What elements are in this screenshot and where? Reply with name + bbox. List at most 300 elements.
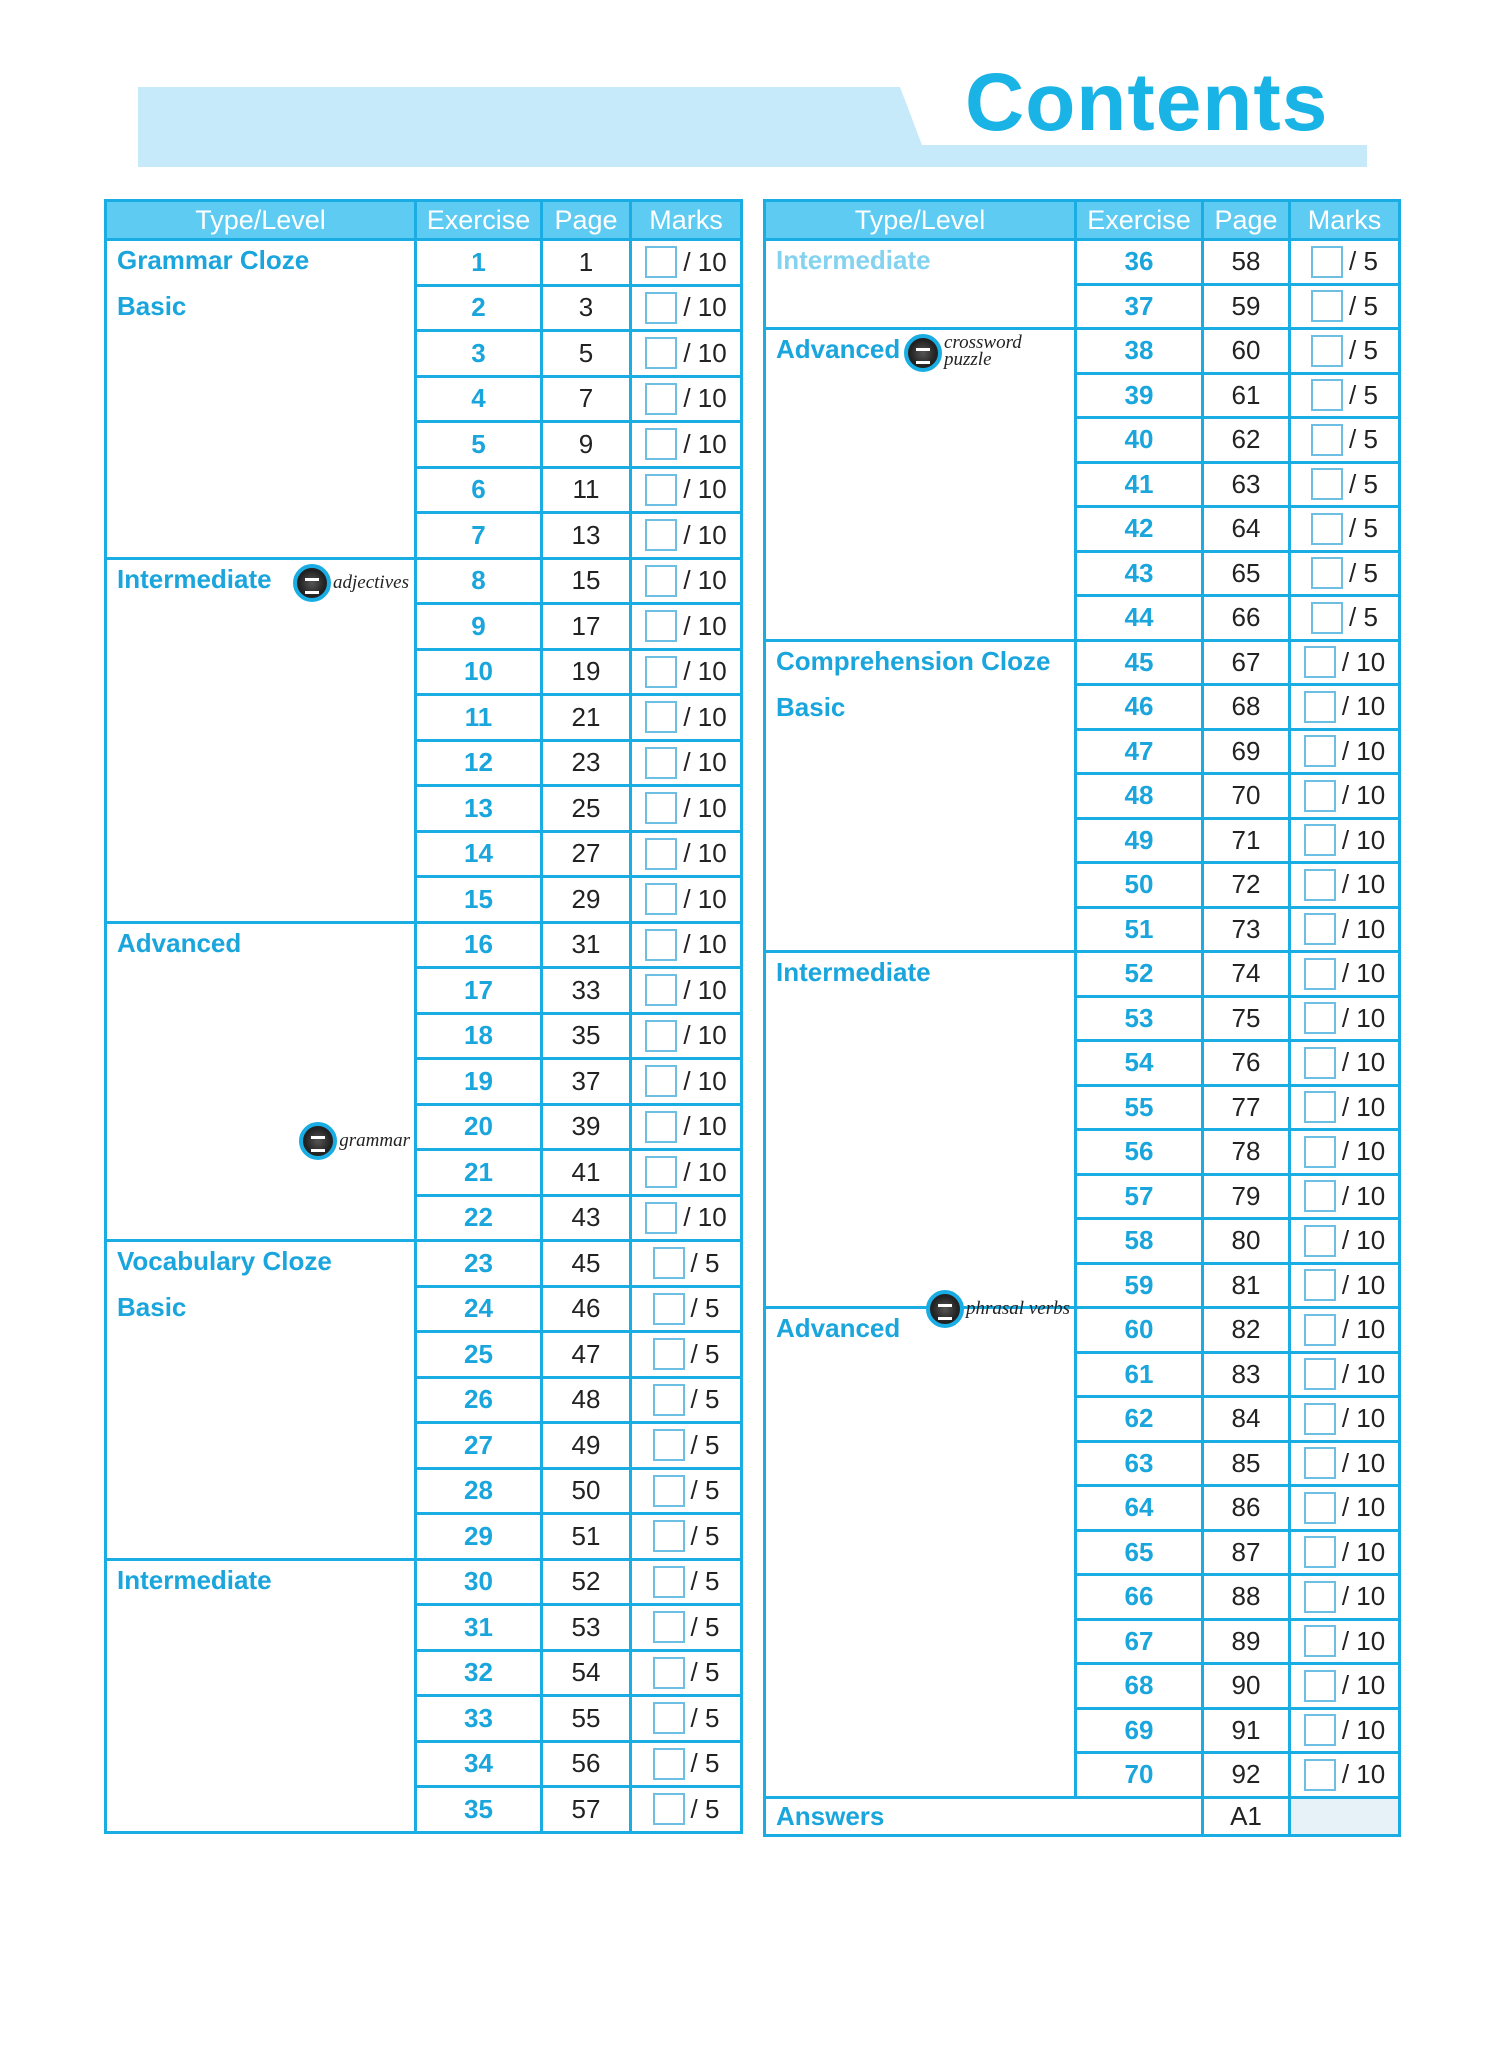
page-number: 57 (542, 1787, 631, 1833)
marks-total: / 10 (683, 656, 727, 687)
marks-total: / 10 (1341, 735, 1386, 766)
page-number: 53 (542, 1605, 631, 1651)
header-marks: Marks (631, 201, 742, 240)
page-number: 54 (542, 1650, 631, 1696)
exercise-number: 22 (416, 1195, 542, 1241)
marks-input-box[interactable] (653, 1247, 685, 1279)
marks-input-box[interactable] (1304, 1759, 1336, 1791)
marks-input-box[interactable] (653, 1475, 685, 1507)
marks-input-box[interactable] (653, 1611, 685, 1643)
marks-cell (631, 422, 742, 468)
marks-input-box[interactable] (653, 1384, 685, 1416)
page-number: 5 (542, 331, 631, 377)
marks-input-box[interactable] (1304, 1358, 1336, 1390)
page-number: 80 (1203, 1219, 1290, 1264)
marks-cell (1290, 729, 1400, 774)
page-number: 45 (542, 1241, 631, 1287)
marks-total: / 5 (1349, 557, 1378, 588)
marks (632, 1611, 740, 1643)
marks-input-box[interactable] (1304, 1002, 1336, 1034)
exercise-number: 18 (416, 1013, 542, 1059)
page-number: 67 (1203, 640, 1290, 685)
marks (1291, 780, 1398, 812)
marks (632, 1520, 740, 1552)
marks-cell (631, 1741, 742, 1787)
marks-cell (1290, 1041, 1400, 1086)
page-number: 83 (1203, 1352, 1290, 1397)
page-number: 60 (1203, 329, 1290, 374)
marks-cell (631, 649, 742, 695)
marks-cell (631, 968, 742, 1014)
marks-input-box[interactable] (1311, 246, 1343, 278)
marks-total: / 10 (683, 292, 727, 323)
marks-cell (631, 1104, 742, 1150)
marks-total: / 10 (683, 474, 727, 505)
marks-cell (1290, 952, 1400, 997)
exercise-number: 24 (416, 1286, 542, 1332)
marks-total: / 10 (683, 1065, 727, 1096)
marks-input-box[interactable] (1304, 869, 1336, 901)
page-number: 7 (542, 376, 631, 422)
marks (1291, 1180, 1398, 1212)
exercise-number: 38 (1076, 329, 1203, 374)
marks (1291, 424, 1398, 456)
marks-total: / 5 (690, 1475, 720, 1506)
exercise-number: 39 (1076, 373, 1203, 418)
marks-input-box[interactable] (1304, 1447, 1336, 1479)
marks-cell (631, 1787, 742, 1833)
page-number: 9 (542, 422, 631, 468)
marks-total: / 10 (1341, 1581, 1386, 1612)
type-level-label: Basic (117, 1292, 187, 1322)
marks-cell (631, 1423, 742, 1469)
type-level-cell (106, 240, 416, 559)
marks-total: / 10 (683, 701, 727, 732)
marks-cell (631, 1059, 742, 1105)
marks-total: / 10 (683, 1111, 727, 1142)
marks-input-box[interactable] (645, 292, 677, 324)
marks-total: / 10 (683, 1020, 727, 1051)
exercise-number: 4 (416, 376, 542, 422)
marks-cell (631, 1514, 742, 1560)
marks-input-box[interactable] (653, 1702, 685, 1734)
marks (1291, 379, 1398, 411)
exercise-number: 23 (416, 1241, 542, 1287)
page-number: 19 (542, 649, 631, 695)
exercise-number: 44 (1076, 596, 1203, 641)
exercise-number: 49 (1076, 818, 1203, 863)
exercise-number: 26 (416, 1377, 542, 1423)
marks-input-box[interactable] (1311, 335, 1343, 367)
marks (1291, 1358, 1398, 1390)
marks-total: / 10 (683, 883, 727, 914)
marks (632, 1156, 740, 1188)
marks-cell (1290, 507, 1400, 552)
topic-note (293, 564, 409, 602)
table-row (106, 1241, 742, 1287)
marks (632, 1429, 740, 1461)
page-number: 1 (542, 240, 631, 286)
marks-cell (631, 1605, 742, 1651)
marks-total: / 10 (1341, 691, 1386, 722)
table-row (106, 558, 742, 604)
marks-total: / 10 (1341, 1759, 1386, 1790)
exercise-number: 34 (416, 1741, 542, 1787)
marks-input-box[interactable] (645, 1020, 677, 1052)
marks-input-box[interactable] (645, 428, 677, 460)
marks (1291, 735, 1398, 767)
marks-cell (1290, 774, 1400, 819)
exercise-number: 29 (416, 1514, 542, 1560)
topic-icon (299, 1122, 337, 1160)
marks-input-box[interactable] (1311, 468, 1343, 500)
marks-total: / 10 (1341, 1002, 1386, 1033)
type-level-label: Comprehension Cloze (776, 645, 1051, 676)
exercise-number: 30 (416, 1559, 542, 1605)
marks-input-box[interactable] (653, 1566, 685, 1598)
marks (1291, 602, 1398, 634)
marks-cell (1290, 1708, 1400, 1753)
marks-input-box[interactable] (1304, 1625, 1336, 1657)
exercise-number: 70 (1076, 1753, 1203, 1798)
marks-input-box[interactable] (645, 1156, 677, 1188)
marks-input-box[interactable] (645, 883, 677, 915)
marks-input-box[interactable] (1304, 1670, 1336, 1702)
page-number: 85 (1203, 1441, 1290, 1486)
marks-cell (1290, 551, 1400, 596)
marks-input-box[interactable] (1304, 1536, 1336, 1568)
marks-total: / 10 (1341, 1536, 1386, 1567)
type-level-cell (765, 1308, 1076, 1798)
type-level-cell (106, 1559, 416, 1832)
marks-total: / 10 (1341, 1714, 1386, 1745)
page-number: 33 (542, 968, 631, 1014)
type-level-label: Intermediate (776, 245, 931, 275)
topic-note (904, 334, 1039, 372)
exercise-number: 43 (1076, 551, 1203, 596)
exercise-number: 48 (1076, 774, 1203, 819)
marks-input-box[interactable] (1304, 780, 1336, 812)
marks (1291, 1314, 1398, 1346)
type-level-label: Advanced (776, 1313, 901, 1343)
marks-input-box[interactable] (1311, 513, 1343, 545)
marks-total: / 10 (1341, 958, 1386, 989)
marks-input-box[interactable] (653, 1520, 685, 1552)
marks-input-box[interactable] (653, 1293, 685, 1325)
exercise-number: 46 (1076, 685, 1203, 730)
type-level-label: Intermediate (776, 957, 931, 987)
marks-cell (1290, 284, 1400, 329)
page-number: 35 (542, 1013, 631, 1059)
page-number: 81 (1203, 1263, 1290, 1308)
type-level-cell (106, 922, 416, 1241)
marks (632, 792, 740, 824)
type-level-label: Vocabulary Cloze (117, 1246, 332, 1276)
marks-cell (1290, 1530, 1400, 1575)
marks-total: / 5 (690, 1566, 720, 1597)
marks-input-box[interactable] (645, 519, 677, 551)
marks-total: / 10 (683, 1156, 727, 1187)
marks (1291, 1714, 1398, 1746)
page-number: 51 (542, 1514, 631, 1560)
marks-cell (1290, 818, 1400, 863)
marks-input-box[interactable] (1304, 958, 1336, 990)
marks-input-box[interactable] (645, 656, 677, 688)
marks-total: / 10 (683, 974, 727, 1005)
marks (632, 1247, 740, 1279)
marks-total: / 10 (683, 519, 727, 550)
exercise-number: 1 (416, 240, 542, 286)
exercise-number: 7 (416, 513, 542, 559)
marks-input-box[interactable] (1304, 1047, 1336, 1079)
page-number: 78 (1203, 1130, 1290, 1175)
marks-cell (631, 1195, 742, 1241)
marks-input-box[interactable] (645, 565, 677, 597)
marks-cell (1290, 1130, 1400, 1175)
marks-input-box[interactable] (1304, 1180, 1336, 1212)
marks-total: / 10 (683, 838, 727, 869)
page-number: 17 (542, 604, 631, 650)
marks-cell (1290, 996, 1400, 1041)
contents-table-right (763, 199, 1401, 1837)
page-number: 46 (542, 1286, 631, 1332)
exercise-number: 16 (416, 922, 542, 968)
marks (1291, 1625, 1398, 1657)
page-number: 49 (542, 1423, 631, 1469)
marks-input-box[interactable] (653, 1657, 685, 1689)
marks-input-box[interactable] (1304, 1581, 1336, 1613)
exercise-number: 64 (1076, 1486, 1203, 1531)
topic-note-text: grammar (339, 1130, 410, 1151)
header-marks: Marks (1290, 201, 1400, 240)
exercise-number: 55 (1076, 1085, 1203, 1130)
marks (632, 1748, 740, 1780)
exercise-number: 11 (416, 695, 542, 741)
marks-input-box[interactable] (645, 701, 677, 733)
marks-input-box[interactable] (653, 1429, 685, 1461)
marks-input-box[interactable] (645, 610, 677, 642)
table-row (765, 329, 1400, 374)
answers-page: A1 (1203, 1797, 1290, 1835)
page-number: 62 (1203, 418, 1290, 463)
marks (1291, 1403, 1398, 1435)
marks-input-box[interactable] (1311, 557, 1343, 589)
page-number: 91 (1203, 1708, 1290, 1753)
answers-label: Answers (776, 1800, 885, 1831)
marks-total: / 10 (1341, 1492, 1386, 1523)
marks-input-box[interactable] (1311, 424, 1343, 456)
exercise-number: 51 (1076, 907, 1203, 952)
marks-input-box[interactable] (645, 1111, 677, 1143)
marks-input-box[interactable] (645, 474, 677, 506)
marks-input-box[interactable] (1304, 913, 1336, 945)
page-number: 13 (542, 513, 631, 559)
table-row (765, 240, 1400, 285)
marks-cell (1290, 1486, 1400, 1531)
marks-cell (1290, 418, 1400, 463)
marks-cell (631, 1286, 742, 1332)
marks-total: / 10 (1341, 1047, 1386, 1078)
marks-cell (631, 786, 742, 832)
type-level-label: Basic (776, 691, 846, 722)
marks-input-box[interactable] (645, 1065, 677, 1097)
page-number: 25 (542, 786, 631, 832)
marks-total: / 5 (1349, 290, 1378, 321)
marks-input-box[interactable] (1311, 290, 1343, 322)
exercise-number: 42 (1076, 507, 1203, 552)
marks-total: / 10 (1341, 1269, 1386, 1300)
marks-input-box[interactable] (1304, 1492, 1336, 1524)
marks-cell (1290, 1263, 1400, 1308)
marks (632, 246, 740, 278)
exercise-number: 57 (1076, 1174, 1203, 1219)
header-page: Page (1203, 201, 1290, 240)
exercise-number: 54 (1076, 1041, 1203, 1086)
exercise-number: 17 (416, 968, 542, 1014)
marks (632, 337, 740, 369)
marks-cell (1290, 1664, 1400, 1709)
marks-total: / 5 (690, 1429, 720, 1460)
marks (632, 1702, 740, 1734)
marks (1291, 290, 1398, 322)
page-number: 39 (542, 1104, 631, 1150)
header-type-level: Type/Level (765, 201, 1076, 240)
page-number: 3 (542, 285, 631, 331)
page-number: 41 (542, 1150, 631, 1196)
marks-input-box[interactable] (1311, 379, 1343, 411)
marks-cell (1290, 329, 1400, 374)
marks-cell (1290, 240, 1400, 285)
marks (632, 428, 740, 460)
marks-input-box[interactable] (645, 974, 677, 1006)
page-number: 73 (1203, 907, 1290, 952)
exercise-number: 66 (1076, 1575, 1203, 1620)
marks-cell (1290, 1397, 1400, 1442)
marks (1291, 1759, 1398, 1791)
marks-input-box[interactable] (1304, 824, 1336, 856)
marks-cell (631, 922, 742, 968)
marks-input-box[interactable] (1304, 1269, 1336, 1301)
marks (632, 883, 740, 915)
page-number: 89 (1203, 1619, 1290, 1664)
marks-input-box[interactable] (645, 246, 677, 278)
marks-input-box[interactable] (645, 838, 677, 870)
marks-input-box[interactable] (1304, 1403, 1336, 1435)
table-row (765, 952, 1400, 997)
exercise-number: 62 (1076, 1397, 1203, 1442)
marks-input-box[interactable] (1304, 646, 1336, 678)
marks-input-box[interactable] (1304, 1091, 1336, 1123)
marks-cell (631, 877, 742, 923)
marks (632, 1657, 740, 1689)
marks-total: / 10 (683, 1202, 727, 1233)
marks (632, 1202, 740, 1234)
page-number: 37 (542, 1059, 631, 1105)
marks-input-box[interactable] (645, 929, 677, 961)
type-level-label: Intermediate (117, 1564, 272, 1595)
topic-icon (904, 334, 942, 372)
page-number: 90 (1203, 1664, 1290, 1709)
marks-input-box[interactable] (653, 1338, 685, 1370)
marks-total: / 10 (1341, 1670, 1386, 1701)
type-level-cell (765, 329, 1076, 641)
page-number: 69 (1203, 729, 1290, 774)
marks-input-box[interactable] (645, 337, 677, 369)
table-row (106, 922, 742, 968)
marks-input-box[interactable] (645, 1202, 677, 1234)
marks-cell (631, 695, 742, 741)
exercise-number: 63 (1076, 1441, 1203, 1486)
marks-input-box[interactable] (645, 383, 677, 415)
marks-total: / 5 (1349, 468, 1378, 499)
marks-cell (631, 1468, 742, 1514)
page-number: 23 (542, 740, 631, 786)
marks-total: / 10 (1341, 1625, 1386, 1656)
page-number: 72 (1203, 863, 1290, 908)
marks-input-box[interactable] (1304, 1714, 1336, 1746)
marks-total: / 10 (1341, 1403, 1386, 1434)
marks (1291, 513, 1398, 545)
marks-input-box[interactable] (1304, 735, 1336, 767)
page-number: 79 (1203, 1174, 1290, 1219)
marks-total: / 5 (690, 1793, 720, 1824)
marks-input-box[interactable] (645, 792, 677, 824)
marks (632, 292, 740, 324)
exercise-number: 31 (416, 1605, 542, 1651)
type-level-label: Intermediate (117, 563, 272, 594)
marks-input-box[interactable] (653, 1793, 685, 1825)
exercise-number: 47 (1076, 729, 1203, 774)
marks-input-box[interactable] (1304, 1314, 1336, 1346)
exercise-number: 9 (416, 604, 542, 650)
exercise-number: 35 (416, 1787, 542, 1833)
marks-total: / 5 (1349, 424, 1378, 455)
marks-cell (631, 1150, 742, 1196)
page-number: 48 (542, 1377, 631, 1423)
marks (632, 519, 740, 551)
marks (1291, 1091, 1398, 1123)
marks-cell (1290, 373, 1400, 418)
marks-total: / 10 (683, 610, 727, 641)
exercise-number: 52 (1076, 952, 1203, 997)
page-number: 56 (542, 1741, 631, 1787)
marks-input-box[interactable] (1304, 691, 1336, 723)
marks-input-box[interactable] (645, 747, 677, 779)
marks-input-box[interactable] (1311, 602, 1343, 634)
marks-total: / 10 (1341, 1447, 1386, 1478)
type-level-cell (765, 952, 1076, 1319)
exercise-number: 58 (1076, 1219, 1203, 1264)
marks-cell (1290, 1575, 1400, 1620)
marks-total: / 5 (1349, 379, 1378, 410)
marks-total: / 5 (690, 1748, 720, 1779)
marks-total: / 5 (690, 1247, 720, 1278)
marks-total: / 5 (1349, 602, 1378, 633)
exercise-number: 32 (416, 1650, 542, 1696)
marks-input-box[interactable] (653, 1748, 685, 1780)
marks-total: / 10 (683, 565, 727, 596)
page-number: 88 (1203, 1575, 1290, 1620)
topic-note-text: phrasal verbs (966, 1298, 1070, 1319)
marks-cell (631, 285, 742, 331)
page-number: 50 (542, 1468, 631, 1514)
exercise-number: 20 (416, 1104, 542, 1150)
marks-input-box[interactable] (1304, 1136, 1336, 1168)
marks-total: / 10 (1341, 869, 1386, 900)
marks-total: / 5 (690, 1702, 720, 1733)
marks-total: / 10 (683, 246, 727, 277)
marks-input-box[interactable] (1304, 1225, 1336, 1257)
